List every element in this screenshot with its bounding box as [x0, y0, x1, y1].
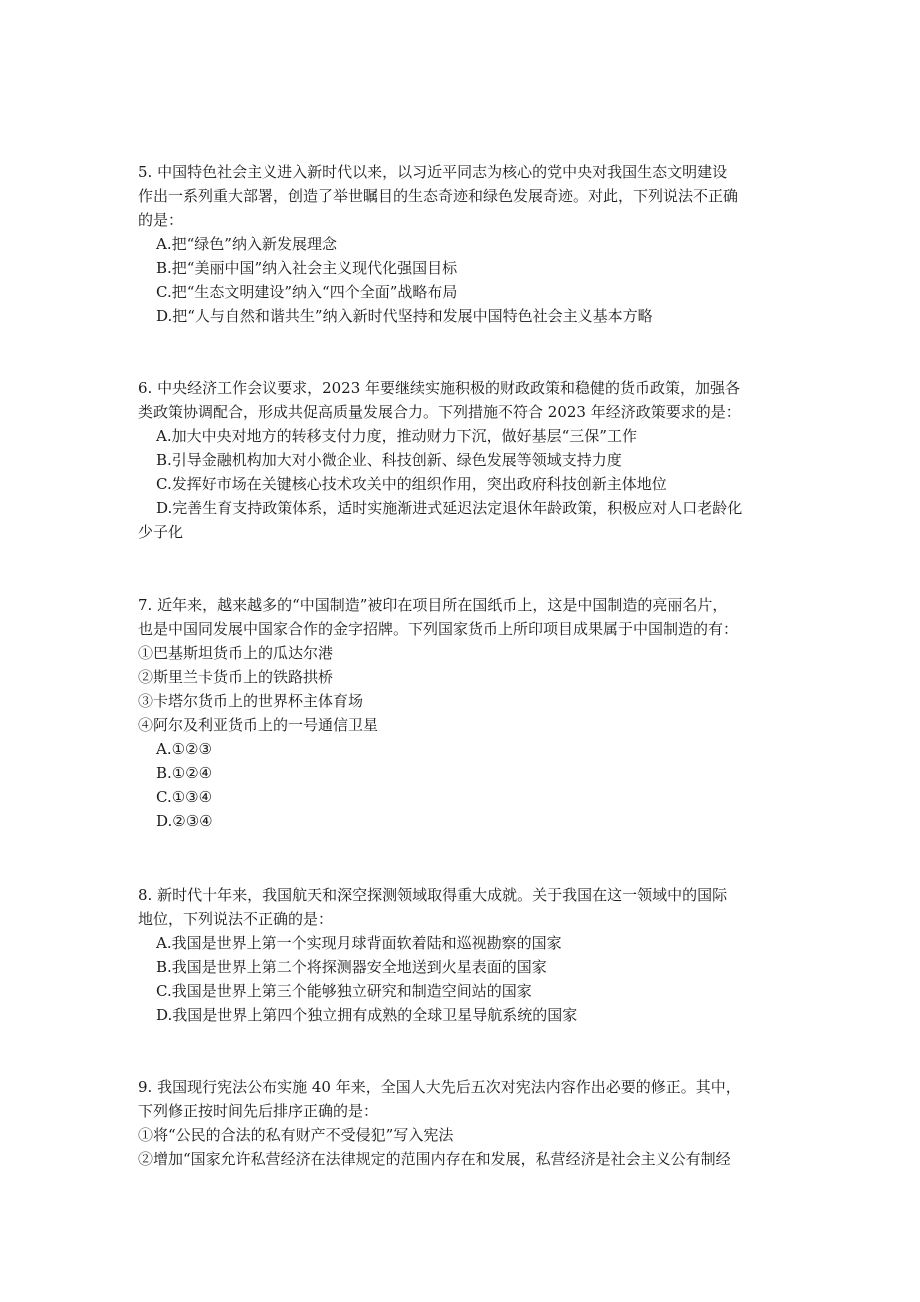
question-stem-line: 也是中国同发展中国家合作的金字招牌。下列国家货币上所印项目成果属于中国制造的有： — [138, 620, 739, 638]
statement-item: ①巴基斯坦货币上的瓜达尔港 — [138, 644, 334, 662]
option-d: D.完善生育支持政策体系，适时实施渐进式延迟法定退休年龄政策，积极应对人口老龄化 — [156, 499, 743, 517]
question-stem-line: 下列修正按时间先后排序正确的是： — [138, 1102, 379, 1120]
statement-item: ①将“公民的合法的私有财产不受侵犯”写入宪法 — [138, 1126, 454, 1144]
question-stem-line: 类政策协调配合，形成共促高质量发展合力。下列措施不符合 2023 年经济政策要求的是： — [138, 403, 741, 421]
statement-item: ③卡塔尔货币上的世界杯主体育场 — [138, 692, 364, 710]
statement-item: ②增加“国家允许私营经济在法律规定的范围内存在和发展，私营经济是社会主义公有制经 — [138, 1150, 731, 1168]
statement-item: ②斯里兰卡货币上的铁路拱桥 — [138, 668, 334, 686]
question-stem-line: 8. 新时代十年来，我国航天和深空探测领域取得重大成就。关于我国在这一领域中的国际 — [138, 886, 728, 904]
question-stem-line: 5. 中国特色社会主义进入新时代以来，以习近平同志为核心的党中央对我国生态文明建设 — [138, 163, 728, 181]
option-d: D.②③④ — [156, 812, 213, 830]
option-c: C.发挥好市场在关键核心技术攻关中的组织作用，突出政府科技创新主体地位 — [156, 475, 667, 493]
option-b: B.引导金融机构加大对小微企业、科技创新、绿色发展等领域支持力度 — [156, 451, 622, 469]
question-stem-line: 6. 中央经济工作会议要求，2023 年要继续实施积极的财政政策和稳健的货币政策，加强各 — [138, 379, 741, 397]
question-stem-line: 地位，下列说法不正确的是： — [138, 910, 334, 928]
option-a: A.加大中央对地方的转移支付力度，推动财力下沉，做好基层“三保”工作 — [156, 427, 637, 445]
option-a: A.①②③ — [156, 740, 212, 758]
option-b: B.把“美丽中国”纳入社会主义现代化强国目标 — [156, 259, 458, 277]
question-stem-line: 9. 我国现行宪法公布实施 40 年来，全国人大先后五次对宪法内容作出必要的修正。其中， — [138, 1078, 741, 1096]
option-a: A.我国是世界上第一个实现月球背面软着陆和巡视勘察的国家 — [156, 934, 562, 952]
option-c: C.把“生态文明建设”纳入“四个全面”战略布局 — [156, 283, 458, 301]
option-b: B.我国是世界上第二个将探测器安全地送到火星表面的国家 — [156, 958, 547, 976]
question-stem-line: 的是： — [138, 211, 184, 229]
option-d-continuation: 少子化 — [138, 523, 184, 541]
option-c: C.①③④ — [156, 788, 213, 806]
option-d: D.我国是世界上第四个独立拥有成熟的全球卫星导航系统的国家 — [156, 1006, 578, 1024]
statement-item: ④阿尔及利亚货币上的一号通信卫星 — [138, 716, 379, 734]
option-a: A.把“绿色”纳入新发展理念 — [156, 235, 337, 253]
option-b: B.①②④ — [156, 764, 213, 782]
option-c: C.我国是世界上第三个能够独立研究和制造空间站的国家 — [156, 982, 532, 1000]
question-stem-line: 7. 近年来，越来越多的“中国制造”被印在项目所在国纸币上，这是中国制造的亮丽名片， — [138, 596, 728, 614]
question-stem-line: 作出一系列重大部署，创造了举世瞩目的生态奇迹和绿色发展奇迹。对此，下列说法不正确 — [138, 187, 739, 205]
option-d: D.把“人与自然和谐共生”纳入新时代坚持和发展中国特色社会主义基本方略 — [156, 307, 653, 325]
